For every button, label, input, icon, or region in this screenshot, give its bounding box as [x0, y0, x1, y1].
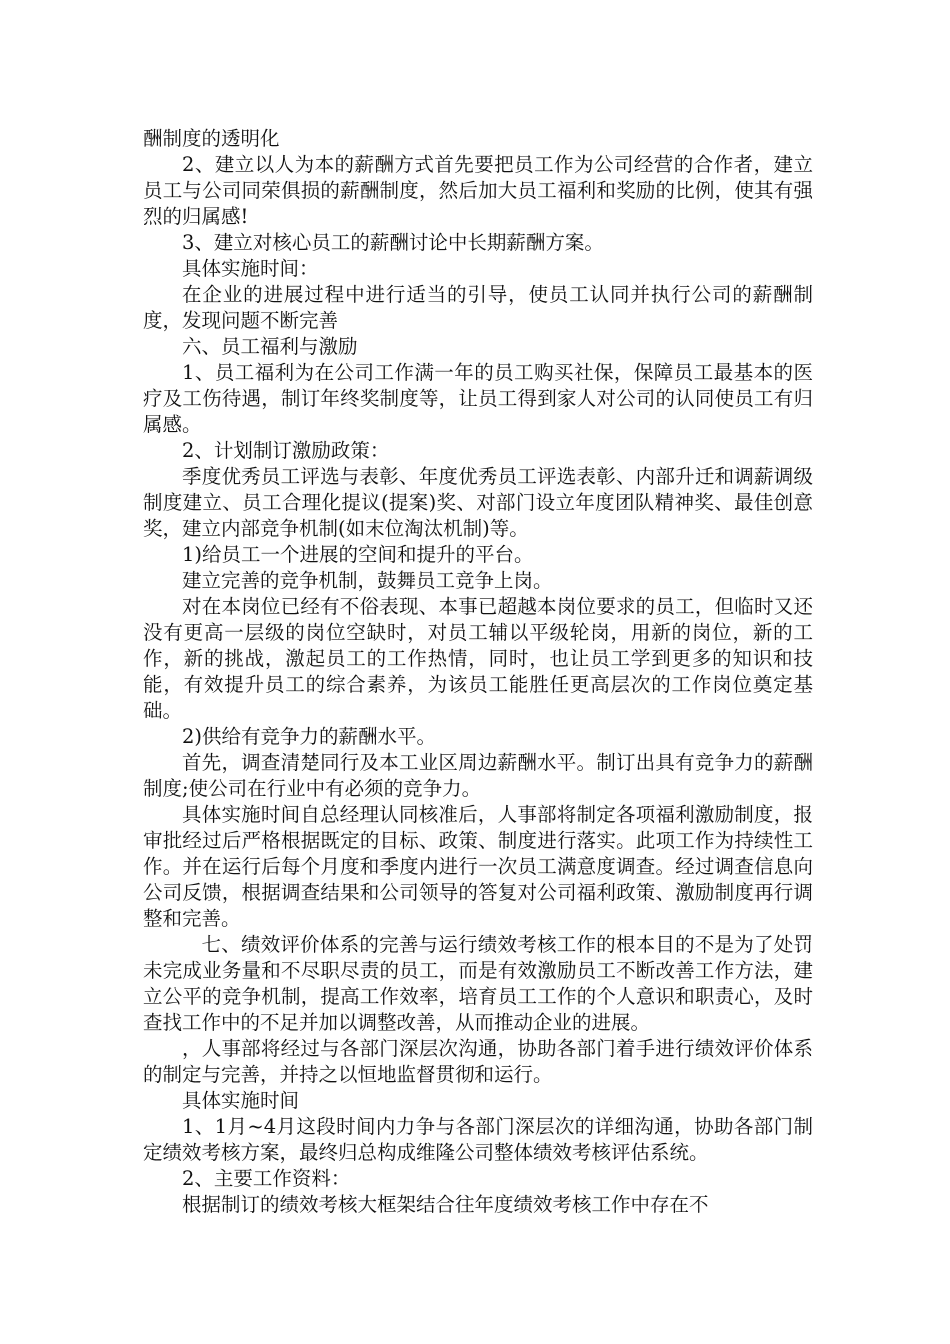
section-heading-welfare: 六、员工福利与激励 [182, 335, 358, 358]
paragraph-employee-welfare: 1、员工福利为在公司工作满一年的员工购买社保，保障员工最基本的医疗及工伤待遇，制订年终奖制度等，让员工得到家人对公司的认同使员工有归属感。 [143, 361, 813, 436]
paragraph-salary-transparency: 酬制度的透明化 [143, 127, 280, 150]
paragraph-people-oriented-salary: 2、建立以人为本的薪酬方式首先要把员工作为公司经营的合作者，建立员工与公司同荣俱损的薪酬制度，然后加大员工福利和奖励的比例，使其有强烈的归属感! [143, 153, 813, 228]
paragraph-competitive-salary: 2)供给有竞争力的薪酬水平。 [182, 725, 437, 748]
paragraph-implementation-time-2: 具体实施时间自总经理认同核准后，人事部将制定各项福利激励制度，报审批经过后严格根据既定的目标、政策、制度进行落实。此项工作为持续性工作。并在运行后每个月度和季度内进行一次员工满意度调查。经过调查信息向公司反馈，根据调查结果和公司领导的答复对公司福利政策、激励制度再行调整和完善。 [143, 803, 813, 930]
paragraph-core-staff-salary: 3、建立对核心员工的薪酬讨论中长期薪酬方案。 [182, 231, 604, 254]
paragraph-implementation-time-1: 具体实施时间： [182, 257, 319, 280]
paragraph-incentive-plan: 2、计划制订激励政策： [182, 439, 390, 462]
paragraph-competition-mechanism: 建立完善的竞争机制，鼓舞员工竞争上岗。 [182, 569, 553, 592]
paragraph-hr-communication: ，人事部将经过与各部门深层次沟通，协助各部门着手进行绩效评价体系的制定与完善，并持之以恒地监督贯彻和运行。 [143, 1037, 813, 1086]
paragraph-job-rotation: 对在本岗位已经有不俗表现、本事已超越本岗位要求的员工，但临时又还没有更高一层级的岗位空缺时，对员工辅以平级轮岗，用新的岗位，新的工作，新的挑战，激起员工的工作热情，同时，也让员工学到更多的知识和技能，有效提升员工的综合素养，为该员工能胜任更高层次的工作岗位奠定基础。 [143, 595, 813, 722]
paragraph-jan-apr-plan: 1、1月~4月这段时间内力争与各部门深层次的详细沟通，协助各部门制定绩效考核方案，最终归总构成维隆公司整体绩效考核评估系统。 [143, 1115, 813, 1164]
paragraph-guidance: 在企业的进展过程中进行适当的引导，使员工认同并执行公司的薪酬制度，发现问题不断完善 [143, 283, 813, 332]
document-body [143, 126, 813, 1218]
paragraph-main-work-materials: 2、主要工作资料： [182, 1167, 351, 1190]
paragraph-framework: 根据制订的绩效考核大框架结合往年度绩效考核工作中存在不 [182, 1193, 709, 1216]
paragraph-salary-survey: 首先，调查清楚同行及本工业区周边薪酬水平。制订出具有竞争力的薪酬制度;使公司在行业中有必须的竞争力。 [143, 751, 813, 800]
section-heading-performance: 七、绩效评价体系的完善与运行绩效考核工作的根本目的不是为了处罚未完成业务量和不尽职尽责的员工，而是有效激励员工不断改善工作方法，建立公平的竞争机制，提高工作效率，培育员工工作的个人意识和职责心，及时查找工作中的不足并加以调整改善，从而推动企业的进展。 [143, 933, 813, 1034]
paragraph-development-space: 1)给员工一个进展的空间和提升的平台。 [182, 543, 534, 566]
paragraph-implementation-time-3: 具体实施时间 [182, 1089, 300, 1112]
paragraph-awards-list: 季度优秀员工评选与表彰、年度优秀员工评选表彰、内部升迁和调薪调级制度建立、员工合理化提议(提案)奖、对部门设立年度团队精神奖、最佳创意奖，建立内部竞争机制(如末位淘汰机制)等。 [143, 465, 813, 540]
